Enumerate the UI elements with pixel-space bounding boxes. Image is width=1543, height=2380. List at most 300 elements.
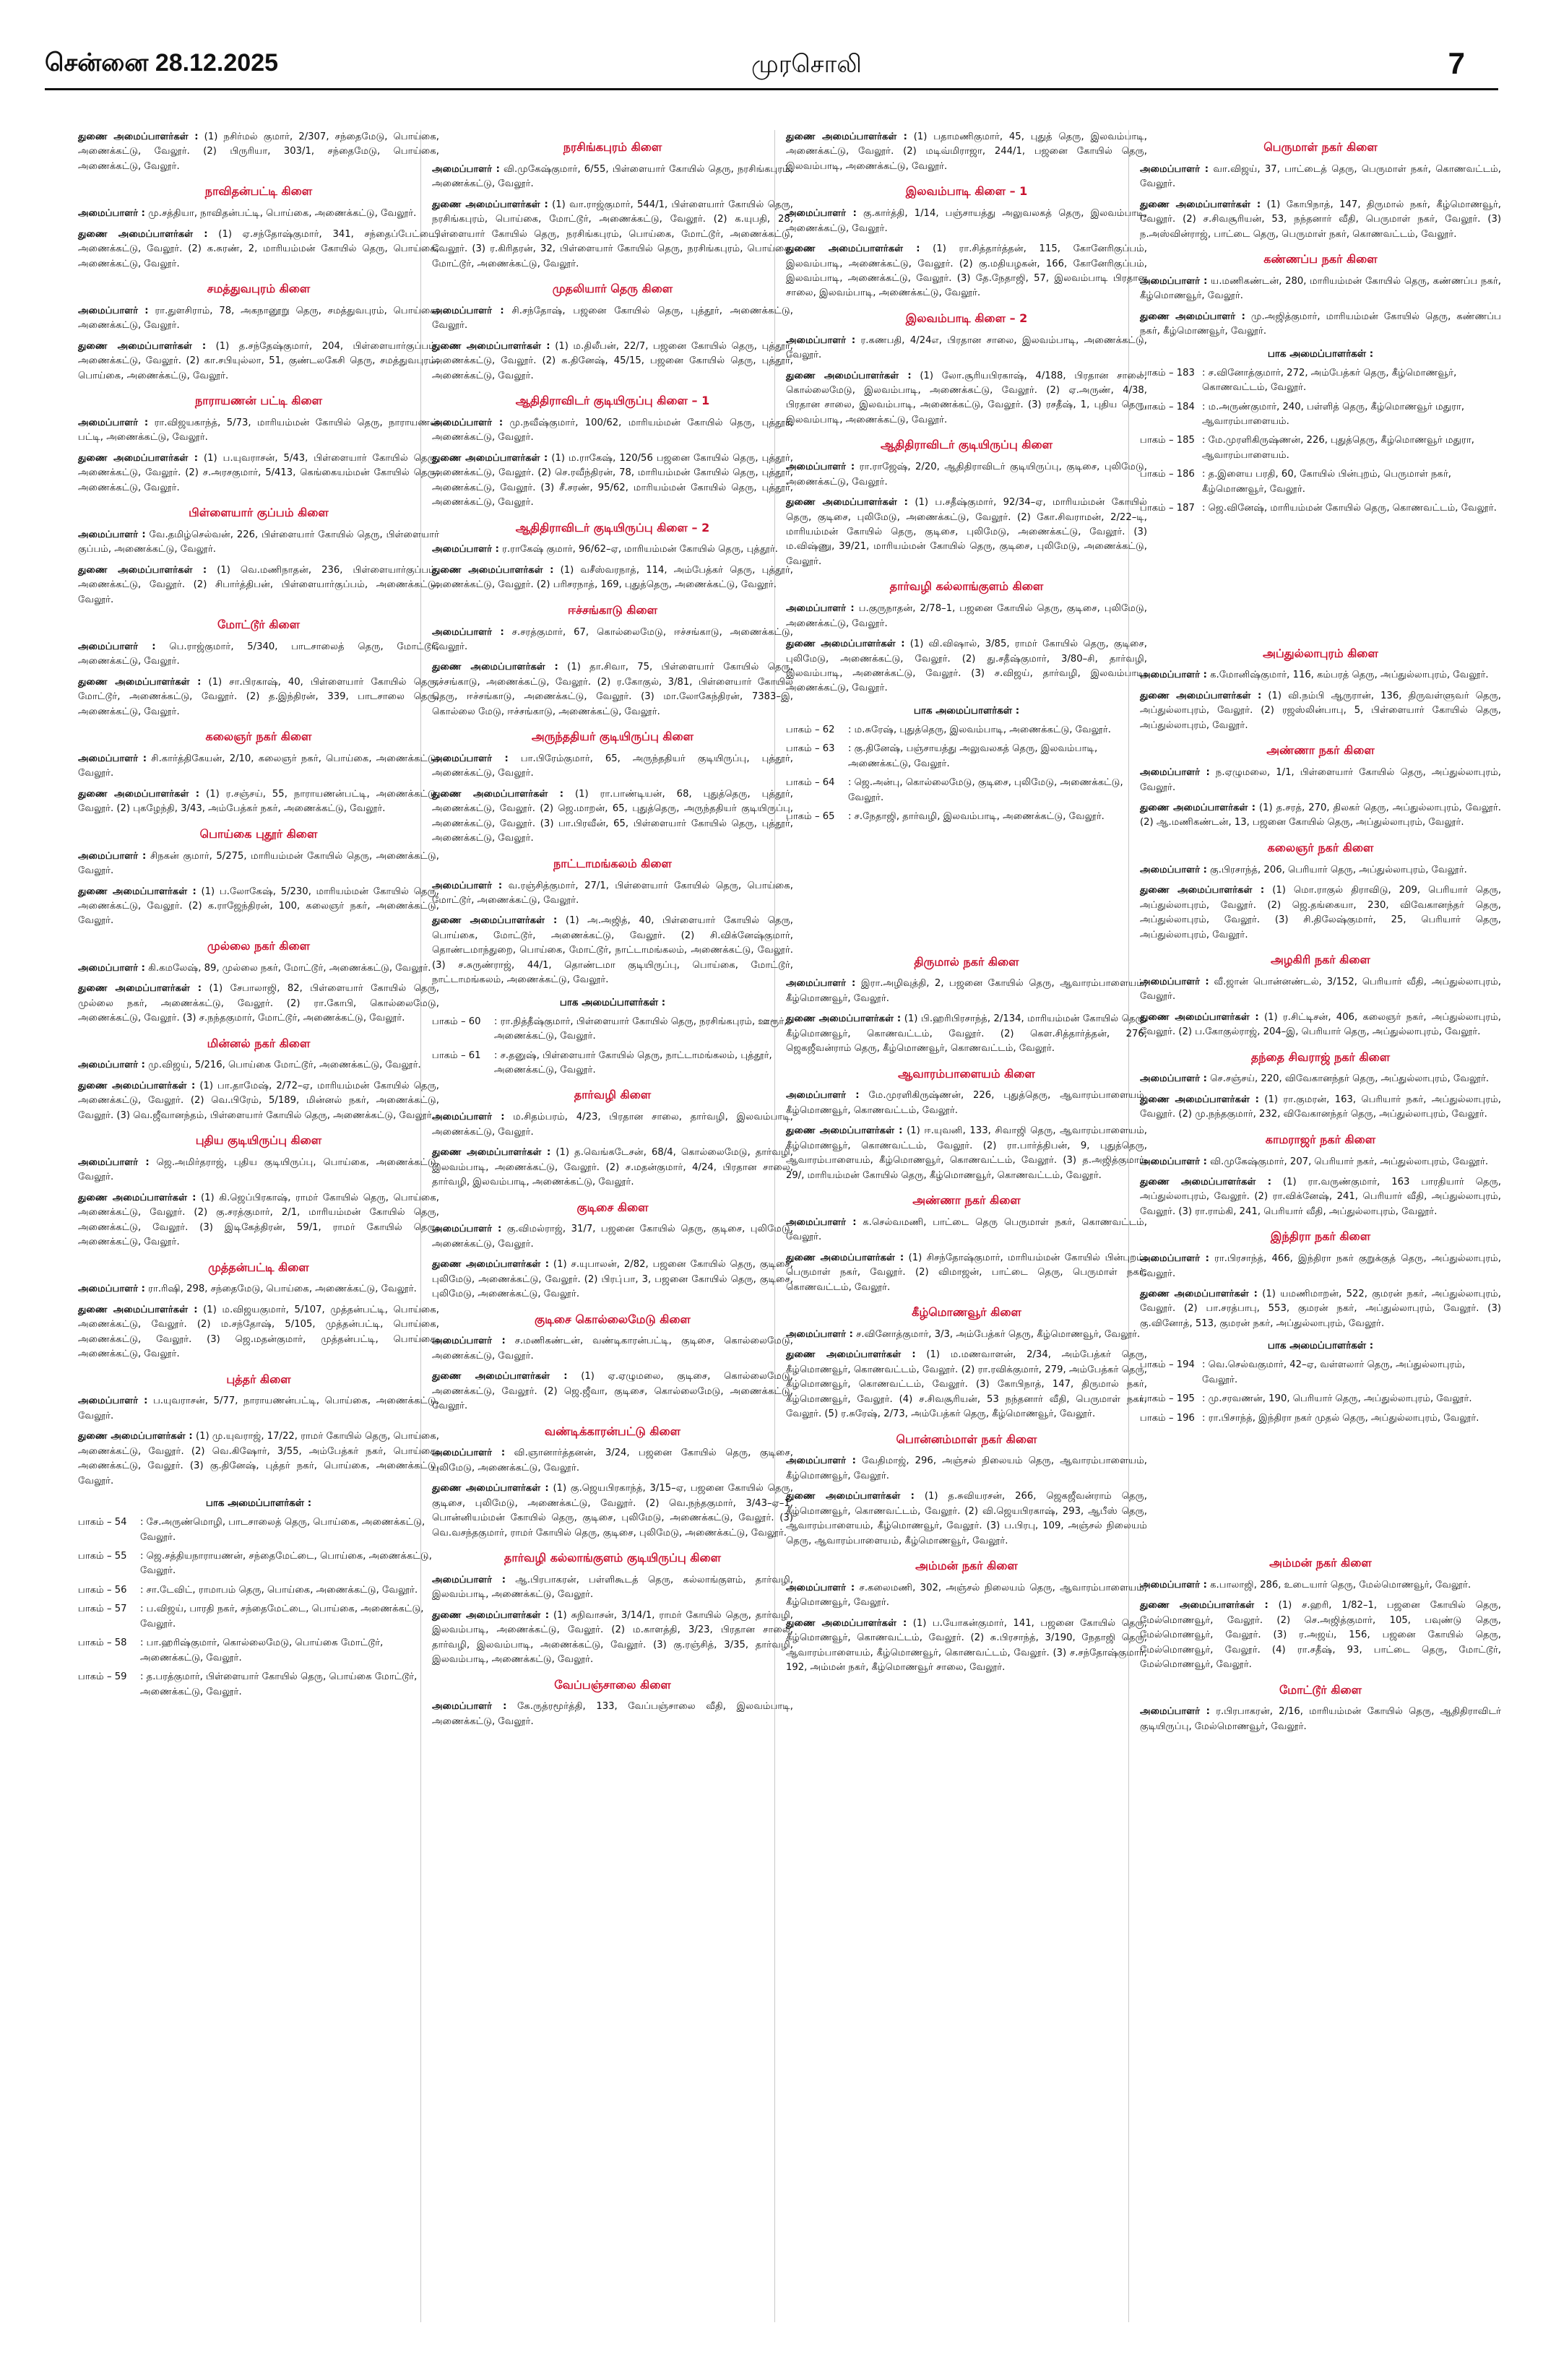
member-entry: [786, 637, 1147, 696]
member-details: (1) கி.ஜெப்பிரகாஷ், ராமர் கோயில் தெரு, பொய்கை, அணைக்கட்டு, வேலூர். (2) கு.சரத்குமார், 2/1, மாரியம்மன் கோயில் தெரு, அணைக்கட்டு, வேலூர். (3) இடிகேத்திரன், 59/1, ராமர் கோயில் தெரு, அணைக்கட்டு, வேலூர்.: [78, 1192, 439, 1248]
column-4: [1140, 130, 1501, 1740]
booth-details: : சே.அருண்மொழி, பாடசாலைத் தெரு, பொய்கை, அணைக்கட்டு, வேலூர்.: [140, 1517, 425, 1543]
member-entry: [1140, 1011, 1501, 1040]
branch-heading: இலவம்பாடி கிளை – 1: [905, 184, 1028, 199]
branch-heading: ஆவாரம்பாளையம் கிளை: [898, 1066, 1035, 1081]
role-label: அமைப்பாளர் :: [432, 753, 509, 765]
member-entry: [1140, 1175, 1501, 1219]
role-label: துணை அமைப்பாளர்கள் :: [1140, 1289, 1258, 1300]
booth-number: பாகம் – 60: [432, 1016, 481, 1027]
role-label: அமைப்பாளர் :: [78, 1060, 145, 1071]
member-entry: [786, 1012, 1147, 1056]
member-details: க.பாலாஜி, 286, உடையார் தெரு, மேல்மொணவூர், வேலூர்.: [1210, 1579, 1471, 1591]
role-label: துணை அமைப்பாளர்கள் :: [432, 1147, 551, 1159]
newspaper-name: முரசொலி: [751, 51, 862, 78]
member-details: மு.சத்தியா, நாவிதன்பட்டி, பொய்கை, அணைக்கட்டு, வேலூர்.: [148, 208, 417, 220]
branch-heading: தார்வழி கல்லாங்குளம் குடியிருப்பு கிளை: [503, 1551, 722, 1565]
member-details: வ.ரஞ்சித்குமார், 27/1, பிள்ளையார் கோயில் தெரு, பொய்கை, மோட்டூர், அணைக்கட்டு, வேலூர்.: [432, 880, 793, 906]
member-entry: [78, 1156, 439, 1185]
member-details: ர.ராகேஷ் குமார், 96/62–ஏ, மாரியம்மன் கோயில் தெரு, புத்தூர்.: [502, 544, 778, 555]
member-details: (1) ரா.குமரன், 163, பெரியார் நகர், அப்துல்லாபுரம், வேலூர். (2) மு.நந்தகுமார், 232, விவேகானந்தர் தெரு, அப்துல்லாபுரம், வேலூர்.: [1140, 1094, 1501, 1120]
member-entry: [432, 1146, 793, 1190]
member-entry: [1140, 274, 1501, 304]
booth-number: பாகம் – 56: [78, 1584, 127, 1596]
booth-entry: [78, 1636, 439, 1666]
booth-number: பாகம் – 57: [78, 1604, 127, 1615]
member-details: (1) ர.சிட்டிசன், 406, கலைஞர் நகர், அப்துல்லாபுரம், வேலூர். (2) ப.கோகுல்ராஜ், 204–இ, பெரியார் தெரு, அப்துல்லாபுரம், வேலூர்.: [1140, 1011, 1501, 1038]
role-label: அமைப்பாளர் :: [432, 417, 503, 428]
role-label: அமைப்பாளர் :: [1140, 1253, 1209, 1265]
member-details: (1) ம.மணவாளன், 2/34, அம்பேத்கர் தெரு, கீழ்மொணவூர், கொணவட்டம், வேலூர். (2) ரா.ரவிக்குமார், 279, அம்பேத்கர் தெரு, கீழ்மொணவூர், கொணவட்டம், வேலூர். (3) கோபிநாத், 147, திருமால் நகர், கீழ்மொணவூர், வேலூர். (4) ச.சிவசூரியன், 53 நந்தனார் வீதி, பெருமாள் நகர், வேலூர். (5) ர.சுரேஷ், 2/73, அம்பேத்கர் தெரு, கீழ்மொணவூர், வேலூர்.: [786, 1349, 1147, 1420]
booth-details: : மு.சரவணன், 190, பெரியார் தெரு, அப்துல்லாபுரம், வேலூர்.: [1202, 1393, 1472, 1405]
member-entry: [1140, 1598, 1501, 1672]
member-entry: [78, 528, 439, 558]
member-entry: [432, 1369, 793, 1414]
member-details: (1) பதாமணிகுமார், 45, புதுத் தெரு, இலவம்பாடி, அணைக்கட்டு, வேலூர். (2) மடிவ்மிராஜா, 244/1, பஜனை கோயில் தெரு, இலவம்பாடி, அணைக்கட்டு, வேலூர்.: [786, 131, 1147, 172]
member-details: ர.கணபதி, 4/24எ, பிரதான சாலை, இலவம்பாடி, அணைக்கட்டு, வேலூர்.: [786, 334, 1147, 361]
role-label: அமைப்பாளர் :: [78, 208, 145, 220]
booth-details: : மே.முரளிகிருஷ்ணன், 226, புதுத்தெரு, கீழ்மொணவூர் மதுரா, ஆவாரம்பாளையம்.: [1202, 435, 1474, 461]
booth-list-heading: பாக அமைப்பாளர்கள் :: [1267, 1340, 1374, 1352]
member-entry: [786, 369, 1147, 428]
role-label: அமைப்பாளர் :: [786, 603, 855, 615]
booth-entry: [1140, 1358, 1501, 1388]
role-label: அமைப்பாளர் :: [432, 1574, 506, 1585]
booth-details: : ரா.பிசாந்த், இந்திரா நகர் முதல் தெரு, அப்துல்லாபுரம், வேலூர்.: [1202, 1412, 1479, 1424]
member-details: (1) ரா.சித்தார்த்தன், 115, கோனேரிகுப்பம், இலவம்பாடி, அணைக்கட்டு, வேலூர். (2) கு.மதியழகன், 166, கோனேரிகுப்பம், இலவம்பாடி, அணைக்கட்டு, வேலூர். (3) தே.நேதாஜி, 57, இலவம்பாடி பிரதான சாலை, இலவம்பாடி, அணைக்கட்டு, வேலூர்.: [786, 243, 1147, 299]
role-label: அமைப்பாளர் :: [1140, 1706, 1210, 1718]
member-entry: [786, 1348, 1147, 1421]
branch-heading: நாராயணன் பட்டி கிளை: [194, 394, 323, 408]
member-entry: [1140, 766, 1501, 795]
role-label: அமைப்பாளர் :: [786, 978, 856, 990]
member-entry: [78, 1191, 439, 1250]
member-details: (1) வி.நம்பி ஆருரான், 136, திருவள்ளுவர் தெரு, அப்துல்லாபுரம், வேலூர். (2) ரஜஸ்லின்பாபு, 5, பிள்ளையார் கோயில் தெரு, அப்துல்லாபுரம், வேலூர்.: [1140, 690, 1501, 731]
role-label: துணை அமைப்பாளர்கள் :: [786, 243, 920, 255]
member-details: (1) ச.யுபாலன், 2/82, பஜனை கோயில் தெரு, குடிசை, புலிமேடு, அணைக்கட்டு, வேலூர். (2) பிரபு்பா, 3, பஜனை கோயில் தெரு, குடிசை, புலிமேடு, அணைக்கட்டு, வேலூர்.: [432, 1259, 793, 1300]
booth-details: : ரா.நித்தீஷ்குமார், பிள்ளையார் கோயில் தெரு, நரசிங்கபுரம், ஊரூர், அணைக்கட்டு, வேலூர்.: [494, 1016, 787, 1042]
booth-number: பாகம் – 64: [786, 777, 835, 789]
booth-entry: [786, 723, 1147, 737]
member-details: வி.முகேஷ்குமார், 207, பெரியார் நகர், அப்துல்லாபுரம், வேலூர்.: [1210, 1156, 1489, 1167]
column-gap: [786, 829, 1147, 945]
member-entry: [1140, 1155, 1501, 1169]
branch-heading: காமராஜர் நகர் கிளை: [1265, 1132, 1376, 1146]
role-label: அமைப்பாளர் :: [432, 1448, 506, 1459]
member-entry: [1140, 1705, 1501, 1734]
member-entry: [432, 1573, 793, 1603]
member-entry: [432, 198, 793, 272]
member-entry: [786, 1328, 1147, 1342]
member-details: வி.முகேஷ்குமார், 6/55, பிள்ளையார் கோயில் தெரு, நரசிங்கபுரம், அணைக்கட்டு, வேலூர்.: [432, 163, 793, 190]
member-details: இரா.அழிவுத்தி, 2, பஜனை கோயில் தெரு, ஆவாரம்பாளையம், கீழ்மொணவூர், வேலூர்.: [786, 978, 1147, 1004]
member-details: (1) ம.ராகேஷ், 120/56 பஜனை கோயில் தெரு, புத்தூர், அணைக்கட்டு, வேலூர். (2) செ.ரவீந்திரன், 78, மாரியம்மன் கோயில் தெரு, புத்தூர், அணைக்கட்டு, வேலூர். (3) சீ.சரண், 95/62, மாரியம்மன் கோயில் தெரு, புத்தூர், அணைக்கட்டு, வேலூர்.: [432, 452, 793, 509]
member-details: ம.சிதம்பரம், 4/23, பிரதான சாலை, தார்வழி, இலவம்பாடி, அணைக்கட்டு, வேலூர்.: [432, 1112, 794, 1138]
role-label: அமைப்பாளர் :: [786, 1216, 857, 1228]
role-label: துணை அமைப்பாளர்கள் :: [432, 1259, 549, 1271]
role-label: அமைப்பாளர் :: [1140, 1073, 1207, 1085]
booth-entry: [78, 1549, 439, 1579]
member-details: க.மோனிஷ்குமார், 116, கம்பரத் தெரு, அப்துல்லாபுரம், வேலூர்.: [1210, 670, 1489, 681]
member-entry: [786, 130, 1147, 174]
member-details: வி.ஞானார்த்தனன், 3/24, பஜனை கோயில் தெரு, குடிசை, புலிமேடு, அணைக்கட்டு, வேலூர்.: [432, 1448, 793, 1474]
member-entry: [1140, 883, 1501, 943]
member-details: (1) கு.ஜெயபிரகாந்த், 3/15–ஏ, பஜனை கோயில் தெரு, குடிசை, புலிமேடு, அணைக்கட்டு, வேலூர். (2) வெ.நந்தகுமார், 3/43–ஏ–1, பொன்னியம்மன் கோயில் தெரு, குடிசை, புலிமேடு, அணைக்கட்டு, வேலூர். (3) வெ.வசந்தகுமார், ராமர் கோயில் தெரு, குடிசை, புலிமேடு, அணைக்கட்டு, வேலூர்.: [432, 1483, 793, 1539]
booth-details: : த.இளைய பரதி, 60, கோயில் பின்புறம், பெருமாள் நகர், கீழ்மொணவூர், வேலூர்.: [1202, 469, 1451, 495]
branch-heading: ஆதிதிராவிடர் குடியிருப்பு கிளை: [880, 438, 1053, 452]
booth-number: பாகம் – 196: [1140, 1412, 1195, 1424]
member-details: (1) அ.அஜித், 40, பிள்ளையார் கோயில் தெரு, பொய்கை, மோட்டூர், அணைக்கட்டு, வேலூர். (2) சி.விக்னேஷ்குமார், தொண்டமாந்துறை, பொய்கை, மோட்டூர், நாட்டாமங்கலம், அணைக்கட்டு, வேலூர். (3) ச.சுருண்ராஜ், 44/1, தொண்டமா குடியிருப்பு, பொய்கை, மோட்டூர், நாட்டாமங்கலம், அணைக்கட்டு, வேலூர்.: [432, 915, 794, 986]
booth-entry: [432, 1049, 793, 1078]
member-details: (1) தா.சிவா, 75, பிள்ளையார் கோயில் தெரு, ஈச்சங்காடு, அணைக்கட்டு, வேலூர். (2) ர.கோகுல், 3/81, பிள்ளையார் கோயில் தெரு, ஈச்சங்காடு, அணைக்கட்டு, வேலூர். (3) மா.லோகேந்திரன், 7383–இ, கொல்லை மேடு, ஈச்சங்காடு, அணைக்கட்டு, வேலூர்.: [432, 662, 794, 717]
role-label: துணை அமைப்பாளர்கள் :: [78, 228, 208, 240]
member-details: ரா.ரிஷி, 298, சந்தைமேடு, பொய்கை, அணைக்கட்டு, வேலூர்.: [148, 1284, 417, 1295]
member-details: சி.சந்தோஷ், பஜனை கோயில் தெரு, புத்தூர், அணைக்கட்டு, வேலூர்.: [432, 305, 793, 332]
role-label: துணை அமைப்பாளர்கள் :: [432, 564, 554, 576]
role-label: துணை அமைப்பாளர்கள் :: [432, 340, 550, 352]
member-details: (1) த.வெங்கடேசன், 68/4, கொல்லைமேடு, தார்வழி, இலவம்பாடி, அணைக்கட்டு, வேலூர். (2) ச.மதன்குமார், 4/24, பிரதான சாலை, தார்வழி, இலவம்பாடி, அணைக்கட்டு, வேலூர்.: [432, 1147, 793, 1188]
member-entry: [1140, 975, 1501, 1005]
branch-heading: ஈச்சங்காடு கிளை: [567, 602, 658, 617]
branch-heading: மோட்டூர் கிளை: [217, 618, 301, 632]
branch-heading: முத்தன்பட்டி கிளை: [208, 1260, 309, 1274]
member-details: (1) லோ.சூரியபிரகாஷ், 4/188, பிரதான சாலை, கொல்லைமேடு, இலவம்பாடி, அணைக்கட்டு, வேலூர். (2) ஏ.அருண், 4/38, பிரதான சாலை, இலவம்பாடி, அணைக்கட்டு, வேலூர். (3) ரசதீஷ், 1, புதிய தெரு, இலவம்பாடி, அணைக்கட்டு, வேலூர்.: [786, 370, 1147, 425]
booth-entry: [78, 1602, 439, 1632]
member-entry: [432, 1222, 793, 1252]
member-entry: [786, 602, 1147, 631]
role-label: துணை அமைப்பாளர்கள் :: [786, 1013, 902, 1025]
booth-number: பாகம் – 194: [1140, 1359, 1195, 1371]
column-3: [786, 130, 1147, 1682]
member-entry: [432, 542, 793, 557]
booth-entry: [1140, 366, 1501, 396]
branch-heading: நாவிதன்பட்டி கிளை: [204, 184, 313, 199]
member-details: (1) த.சுவியரசன், 266, ஜெகஜீவன்ராம் தெரு, கீழ்மொணவூர், கொணவட்டம், வேலூர். (2) வி.ஜெயபிரகாஷ், 293, ஆபீஸ் தெரு, ஆவாரம்பாளையம், கீழ்மொணவூர், வேலூர். (3) ப.பிரபு, 109, அஞ்சல் நிலையம் தெரு, ஆவாரம்பாளையம், கீழ்மொணவூர், வேலூர்.: [786, 1491, 1147, 1546]
branch-heading: இலவம்பாடி கிளை – 2: [905, 311, 1028, 325]
role-label: அமைப்பாளர் :: [78, 850, 147, 862]
booth-list-heading: பாக அமைப்பாளர்கள் :: [913, 704, 1020, 717]
booth-entry: [432, 1015, 793, 1044]
booth-details: : ம.சுரேஷ், புதுத்தெரு, இலவம்பாடி, அணைக்கட்டு, வேலூர்.: [848, 724, 1111, 735]
member-entry: [78, 640, 439, 670]
booth-details: : கு.தினேஷ், பஞ்சாயத்து அலுவலகத் தெரு, இலவம்பாடி, அணைக்கட்டு, வேலூர்.: [848, 743, 1098, 769]
member-entry: [78, 563, 439, 607]
member-entry: [1140, 1072, 1501, 1086]
member-details: ரா.பிரசாந்த், 466, இந்திரா நகர் குறுக்குத் தெரு, அப்துல்லாபுரம், வேலூர்.: [1140, 1253, 1501, 1279]
member-details: ப.குருநாதன், 2/78–1, பஜனை கோயில் தெரு, குடிசை, புலிமேடு, அணைக்கட்டு, வேலூர்.: [786, 603, 1147, 629]
branch-heading: தந்தை சிவராஜ் நகர் கிளை: [1250, 1050, 1391, 1064]
branch-heading: இந்திரா நகர் கிளை: [1270, 1229, 1371, 1244]
member-details: கி.கமலேஷ், 89, முல்லை நகர், மோட்டூர், அணைக்கட்டு, வேலூர்.: [148, 962, 431, 974]
branch-heading: கலைஞர் நகர் கிளை: [1267, 840, 1374, 854]
column-1: [78, 130, 439, 1704]
role-label: துணை அமைப்பாளர்கள் :: [78, 788, 200, 800]
member-entry: [786, 334, 1147, 363]
role-label: துணை அமைப்பாளர்கள் :: [432, 915, 558, 927]
member-details: (1) ச.ஹரி, 1/82–1, பஜனை கோயில் தெரு, மேல்மொணவூர், வேலூர். (2) செ.அஜித்குமார், 105, பவுண்டு தெரு, மேல்மொணவூர், வேலூர். (3) ர.அஜய், 156, பஜனை கோயில் தெரு, மேல்மொணவூர், வேலூர். (4) ரா.சதீஷ், 93, பாட்டை தெரு, மோட்டூர், மேல்மொணவூர், வேலூர்.: [1140, 1600, 1501, 1671]
role-label: அமைப்பாளர் :: [1140, 275, 1208, 287]
booth-number: பாகம் – 186: [1140, 469, 1195, 480]
member-details: கு.விமல்ராஜ், 31/7, பஜனை கோயில் தெரு, குடிசை, புலிமேடு, அணைக்கட்டு, வேலூர்.: [432, 1224, 793, 1250]
booth-details: : ப.விஜய், பாரதி நகர், சந்தைமேட்டை, பொய்கை, அணைக்கட்டு, வேலூர்.: [140, 1604, 424, 1630]
masthead-rule: [45, 88, 1498, 90]
booth-list-heading: பாக அமைப்பாளர்கள் :: [1267, 347, 1374, 360]
member-entry: [432, 1609, 793, 1668]
branch-heading: கீழ்மொணவூர் கிளை: [912, 1305, 1021, 1320]
member-details: ரா.விஜயகாந்த், 5/73, மாரியம்மன் கோயில் தெரு, நாராயணன் பட்டி, அணைக்கட்டு, வேலூர்.: [78, 417, 439, 443]
branch-heading: பொய்கை புதூர் கிளை: [199, 826, 318, 841]
booth-number: பாகம் – 62: [786, 724, 835, 735]
member-entry: [1140, 163, 1501, 192]
member-entry: [786, 1581, 1147, 1611]
page-number: 7: [1448, 46, 1465, 80]
member-details: மே.முரளிகிருஷ்ணன், 226, புதுத்தெரு, ஆவாரம்பாளையம், கீழ்மொணவூர், கொணவட்டம், வேலூர்.: [786, 1090, 1147, 1116]
member-details: (1) பா.தாமேஷ், 2/72–ஏ, மாரியம்மன் கோயில் தெரு, அணைக்கட்டு, வேலூர். (2) வெ.பிரேம், 5/189, மின்னல் நகர், அணைக்கட்டு, வேலூர். (3) வெ.ஜீவானந்தம், பிள்ளையார் கோயில் தெரு, அணைக்கட்டு, வேலூர்.: [78, 1080, 439, 1121]
member-entry: [1140, 801, 1501, 831]
member-entry: [78, 885, 439, 929]
branch-heading: முதலியார் தெரு கிளை: [552, 281, 673, 295]
booth-details: : ஜெ.வினேஷ், மாரியம்மன் கோயில் தெரு, கொணவட்டம், வேலூர்.: [1202, 503, 1497, 514]
booth-details: : ச.தனுஷ், பிள்ளையார் கோயில் தெரு, நாட்டாமங்கலம், புத்தூர், அணைக்கட்டு, வேலூர்.: [494, 1050, 772, 1076]
member-entry: [78, 982, 439, 1026]
member-details: சி.கார்த்திகேயன், 2/10, கலைஞர் நகர், பொய்கை, அணைக்கட்டு, வேலூர்.: [78, 753, 439, 779]
member-details: ரா.ராஜேஷ், 2/20, ஆதிதிராவிடர் குடியிருப்பு, குடிசை, புலிமேடு, அணைக்கட்டு, வேலூர்.: [786, 462, 1147, 488]
branch-heading: அண்ணா நகர் கிளை: [912, 1193, 1021, 1208]
booth-entry: [1140, 1392, 1501, 1406]
booth-entry: [1140, 433, 1501, 463]
member-entry: [1140, 863, 1501, 878]
role-label: அமைப்பாளர் :: [432, 1701, 507, 1713]
booth-details: : ம.அருண்குமார், 240, பள்ளித் தெரு, கீழ்மொணவூர் மதுரா, ஆவாரம்பாளையம்.: [1202, 401, 1465, 427]
member-entry: [432, 1110, 793, 1140]
member-details: (1) ப.சதீஷ்குமார், 92/34–ஏ, மாரியம்மன் கோயில் தெரு, குடிசை, புலிமேடு, அணைக்கட்டு, வேலூர். (2) கோ.சிவராமன், 2/22–டி, மாரியம்மன் கோயில் தெரு, குடிசை, புலிமேடு, அணைக்கட்டு, வேலூர். (3) ம.விஷ்ணு, 39/21, மாரியம்மன் கோயில் தெரு, குடிசை, புலிமேடு, அணைக்கட்டு, வேலூர்.: [786, 497, 1147, 567]
role-label: துணை அமைப்பாளர்கள் :: [432, 662, 558, 673]
member-details: பெ.ராஜ்குமார், 5/340, பாடசாலைத் தெரு, மோட்டூர், அணைக்கட்டு, வேலூர்.: [78, 641, 439, 667]
role-label: அமைப்பாளர் :: [1140, 767, 1210, 779]
member-entry: [432, 914, 793, 987]
booth-number: பாகம் – 63: [786, 743, 835, 755]
member-entry: [786, 1089, 1147, 1118]
booth-list-heading: பாக அமைப்பாளர்கள் :: [205, 1497, 312, 1510]
booth-entry: [786, 742, 1147, 771]
role-label: துணை அமைப்பாளர்கள் :: [432, 788, 564, 800]
branch-heading: பெருமாள் நகர் கிளை: [1263, 140, 1378, 154]
role-label: அமைப்பாளர் :: [432, 305, 504, 316]
member-entry: [786, 1617, 1147, 1676]
role-label: துணை அமைப்பாளர்கள் :: [786, 1617, 907, 1629]
member-entry: [78, 1429, 439, 1489]
member-details: சிநகன் குமார், 5/275, மாரியம்மன் கோயில் தெரு, அணைக்கட்டு, வேலூர்.: [78, 850, 439, 877]
role-label: அமைப்பாளர் :: [786, 1582, 855, 1593]
member-details: (1) நசிர்மல் குமார், 2/307, சந்தைமேடு, பொய்கை, அணைக்கட்டு, வேலூர். (2) பிருரியா, 303/1, சந்தைமேடு, பொய்கை, அணைக்கட்டு, வேலூர்.: [78, 131, 439, 172]
member-details: (1) ஈ.யுவனி, 133, சிவாஜி தெரு, ஆவாரம்பாளையம், கீழ்மொணவூர், கொணவட்டம், வேலூர். (2) ரா.பார்த்திபன், 9, புதுத்தெரு, ஆவாரம்பாளையம், கீழ்மொணவூர், கொணவட்டம், வேலூர். (3) த.அஜித்குமார், 29/, மாரியம்மன் கோயில் தெரு, கீழ்மொணவூர், கொணவட்டம், வேலூர்.: [786, 1125, 1147, 1181]
member-details: (1) த.சரத், 270, திலகர் தெரு, அப்துல்லாபுரம், வேலூர். (2) ஆ.மணிகண்டன், 13, பஜனை கோயில் தெரு, அப்துல்லாபுரம், வேலூர்.: [1140, 802, 1501, 828]
member-entry: [432, 660, 793, 719]
role-label: அமைப்பாளர் :: [432, 1336, 506, 1347]
role-label: துணை அமைப்பாளர்கள் :: [1140, 690, 1262, 701]
booth-entry: [786, 776, 1147, 805]
branch-heading: அம்மன் நகர் கிளை: [915, 1559, 1018, 1573]
member-details: (1) ர.சஞ்சய், 55, நாராயணன்பட்டி, அணைக்கட்டு, வேலூர். (2) புகழேந்தி, 3/43, அம்பேத்கர் நகர், அணைக்கட்டு, வேலூர்.: [78, 788, 439, 815]
member-entry: [432, 787, 793, 847]
role-label: அமைப்பாளர் :: [786, 462, 855, 473]
member-entry: [78, 849, 439, 879]
role-label: அமைப்பாளர் :: [432, 1112, 505, 1123]
role-label: அமைப்பாளர் :: [786, 1455, 856, 1467]
booth-details: : பா.ஹரிஷ்குமார், கொல்லைமேடு, பொய்கை மோட்டூர், அணைக்கட்டு, வேலூர்.: [140, 1637, 384, 1663]
member-entry: [786, 460, 1147, 490]
role-label: அமைப்பாளர் :: [78, 641, 156, 652]
role-label: அமைப்பாளர் :: [1140, 864, 1207, 875]
role-label: அமைப்பாளர் :: [1140, 670, 1207, 681]
member-details: கு.கார்த்தி, 1/14, பஞ்சாயத்து அலுவலகத் தெரு, இலவம்பாடி, அணைக்கட்டு, வேலூர்.: [786, 208, 1147, 234]
member-entry: [1140, 689, 1501, 733]
booth-number: பாகம் – 187: [1140, 503, 1195, 514]
role-label: துணை அமைப்பாளர்கள் :: [1140, 802, 1256, 813]
member-details: (1) சுநிவாசன், 3/14/1, ராமர் கோயில் தெரு, தார்வழி, இலவம்பாடி, அணைக்கட்டு, வேலூர். (2) ம.காளத்தி, 3/23, பிரதான சாலை, தார்வழி, இலவம்பாடி, அணைக்கட்டு, வேலூர். (3) கு.ரஞ்சித், 3/35, தார்வழி, இலவம்பாடி, அணைக்கட்டு, வேலூர்.: [432, 1609, 793, 1666]
member-entry: [432, 163, 793, 192]
member-entry: [1140, 1093, 1501, 1122]
member-entry: [78, 1394, 439, 1424]
booth-entry: [1140, 501, 1501, 516]
member-entry: [1140, 668, 1501, 683]
member-details: (1) பி.ஹரிபிரசாந்த், 2/134, மாரியம்மன் கோயில் தெரு, கீழ்மொணவூர், கொணவட்டம், வேலூர். (2) கௌ.சித்தார்த்தன், 276, ஜெகஜீவன்ராம் தெரு, கீழ்மொணவூர், கொணவட்டம், வேலூர்.: [786, 1013, 1147, 1055]
branch-heading: ஆதிதிராவிடர் குடியிருப்பு கிளை – 2: [515, 520, 710, 535]
role-label: துணை அமைப்பாளர்கள் :: [78, 340, 207, 352]
role-label: துணை அமைப்பாளர்கள் :: [432, 1371, 568, 1382]
booth-number: பாகம் – 184: [1140, 401, 1195, 412]
member-details: கே.ருத்ரமூர்த்தி, 133, வேப்பஞ்சாலை வீதி, இலவம்பாடி, அணைக்கட்டு, வேலூர்.: [432, 1701, 793, 1727]
member-details: (1) வி.விஷால், 3/85, ராமர் கோயில் தெரு, குடிசை, புலிமேடு, அணைக்கட்டு, வேலூர். (2) து.சதீஷ்குமார், 3/80–சி, தார்வழி, இலவம்பாடி, அணைக்கட்டு, வேலூர். (3) ச.விஜய், தார்வழி, இலவம்பாடி, அணைக்கட்டு, வேலூர்.: [786, 639, 1147, 694]
member-entry: [432, 416, 793, 446]
member-details: (1) த.சந்தேஷ்குமார், 204, பிள்ளையார்குப்பம், அணைக்கட்டு, வேலூர். (2) கா.சபியுல்லா, 51, குண்டலகேசி தெரு, சமத்துவபுரம், பொய்கை, அணைக்கட்டு, வேலூர்.: [78, 340, 439, 381]
branch-heading: தார்வழி கிளை: [574, 1088, 652, 1102]
member-entry: [786, 1251, 1147, 1295]
member-details: வே.தமிழ்செல்வன், 226, பிள்ளையார் கோயில் தெரு, பிள்ளையார் குப்பம், அணைக்கட்டு, வேலூர்.: [78, 529, 439, 555]
booth-entry: [786, 810, 1147, 824]
member-entry: [1140, 1287, 1501, 1331]
member-entry: [1140, 198, 1501, 242]
member-entry: [78, 207, 439, 221]
member-details: (1) சேபாலாஜி, 82, பிள்ளையார் கோயில் தெரு, முல்லை நகர், அணைக்கட்டு, வேலூர். (2) ரா.கோபி, கொல்லைமேடு, அணைக்கட்டு, வேலூர். (3) ச.நந்தகுமார், மோட்டூர், அணைக்கட்டு, வேலூர்.: [78, 983, 439, 1024]
branch-heading: வண்டிக்காரன்பட்டு கிளை: [544, 1424, 681, 1438]
member-entry: [78, 961, 439, 976]
member-entry: [786, 1454, 1147, 1484]
role-label: அமைப்பாளர் :: [78, 305, 149, 316]
member-details: (1) ப.யோகன்குமார், 141, பஜனை கோயில் தெரு, கீழ்மொணவூர், கொணவட்டம், வேலூர். (2) சு.பிரசாந்த், 3/190, நேதாஜி தெரு, ஆவாரம்பாளையம், கீழ்மொணவூர், கொணவட்டம், வேலூர். (3) ச.சந்தோஷ்குமார், 192, அம்மன் நகர், கீழ்மொணவூர் சாலை, வேலூர்.: [786, 1617, 1147, 1674]
member-entry: [432, 752, 793, 782]
role-label: அமைப்பாளர் :: [78, 1395, 148, 1407]
member-details: ப.யுவராசன், 5/77, நாராயணன்பட்டி, பொய்கை, அணைக்கட்டு, வேலூர்.: [78, 1395, 439, 1421]
branch-heading: பிள்ளையார் குப்பம் கிளை: [189, 506, 329, 520]
branch-heading: முல்லை நகர் கிளை: [207, 938, 311, 953]
member-details: மு.விஜய், 5/216, பொய்கை மோட்டூர், அணைக்கட்டு, வேலூர்.: [148, 1060, 421, 1071]
member-details: (1) மொ.ராகுல் திராவிடு, 209, பெரியார் தெரு, அப்துல்லாபுரம், வேலூர். (2) ஜெ.தங்கையா, 230, விவேகானந்தர் தெரு, அப்துல்லாபுரம், வேலூர். (3) சி.திலேஷ்குமார், 25, பெரியார் தெரு, அப்துல்லாபுரம், வேலூர்.: [1140, 885, 1502, 940]
member-entry: [432, 1334, 793, 1364]
branch-heading: கலைஞர் நகர் கிளை: [205, 730, 312, 744]
member-details: மு.நவீஷ்குமார், 100/62, மாரியம்மன் கோயில் தெரு, புத்தூர், அணைக்கட்டு, வேலூர்.: [432, 417, 794, 443]
role-label: துணை அமைப்பாளர்கள் :: [1140, 1600, 1268, 1611]
role-label: அமைப்பாளர் :: [432, 163, 500, 175]
member-entry: [786, 242, 1147, 301]
member-entry: [786, 207, 1147, 236]
role-label: துணை அமைப்பாளர்கள் :: [78, 1080, 196, 1091]
member-details: ந.ஏழுமலை, 1/1, பிள்ளையார் கோயில் தெரு, அப்துல்லாபுரம், வேலூர்.: [1140, 767, 1501, 793]
member-details: (1) ஏ.சந்தோஷ்குமார், 341, சந்தைப்பேட்டை, அணைக்கட்டு, வேலூர். (2) க.சுரண், 2, மாரியம்மன் கோயில் தெரு, பொய்கை, அணைக்கட்டு, வேலூர்.: [78, 228, 439, 269]
role-label: துணை அமைப்பாளர்கள் :: [78, 564, 207, 576]
member-details: வீ.ஜான் பொன்னண்டல், 3/152, பெரியார் வீதி, அப்துல்லாபுரம், வேலூர்.: [1140, 976, 1501, 1003]
booth-number: பாகம் – 185: [1140, 435, 1195, 446]
branch-heading: நாட்டாமங்கலம் கிளை: [553, 856, 672, 870]
member-details: ச.சரத்குமார், 67, கொல்லைமேடு, ஈச்சங்காடு, அணைக்கட்டு, வேலூர்.: [432, 626, 793, 652]
role-label: துணை அமைப்பாளர்கள் :: [1140, 1094, 1259, 1105]
booth-entry: [1140, 1411, 1501, 1426]
member-entry: [78, 787, 439, 817]
member-entry: [78, 1303, 439, 1362]
member-entry: [78, 416, 439, 446]
branch-heading: நரசிங்கபுரம் கிளை: [563, 140, 662, 154]
branch-heading: வேப்பஞ்சாலை கிளை: [554, 1677, 671, 1692]
branch-heading: அம்மன் நகர் கிளை: [1269, 1556, 1372, 1570]
branch-heading: அருந்ததியர் குடியிருப்பு கிளை: [531, 730, 694, 744]
role-label: அமைப்பாளர் :: [78, 529, 146, 540]
member-details: ர.பிரபாகரன், 2/16, மாரியம்மன் கோயில் தெரு, ஆதிதிராவிடர் குடியிருப்பு, மேல்மொணவூர், வேலூர்.: [1140, 1706, 1502, 1732]
member-details: ய.மணிகண்டன், 280, மாரியம்மன் கோயில் தெரு, கண்ணப்ப நகர், கீழ்மொணவூர், வேலூர்.: [1140, 275, 1501, 302]
member-details: ஜெ.அமிர்தராஜ், புதிய குடியிருப்பு, பொய்கை, அணைக்கட்டு, வேலூர்.: [78, 1156, 439, 1183]
member-details: (1) மு.யுவராஜ், 17/22, ராமர் கோயில் தெரு, பொய்கை, அணைக்கட்டு, வேலூர். (2) வெ.கிஷோர், 3/55, அம்பேத்கர் நகர், பொய்கை, அணைக்கட்டு, வேலூர். (3) கு.தினேஷ், புத்தர் நகர், பொய்கை, அணைக்கட்டு, வேலூர்.: [78, 1431, 439, 1487]
booth-entry: [78, 1515, 439, 1545]
booth-number: பாகம் – 54: [78, 1517, 127, 1528]
role-label: அமைப்பாளர் :: [78, 753, 147, 765]
member-entry: [786, 1124, 1147, 1183]
booth-number: பாகம் – 183: [1140, 367, 1195, 378]
role-label: அமைப்பாளர் :: [78, 1284, 145, 1295]
booth-details: : ஜெ.அன்பு, கொல்லைமேடு, குடிசை, புலிமேடு, அணைக்கட்டு, வேலூர்.: [848, 777, 1123, 803]
role-label: துணை அமைப்பாளர்கள் :: [78, 983, 202, 995]
member-entry: [432, 1481, 793, 1541]
member-details: ச.வினோத்குமார், 3/3, அம்பேத்கர் தெரு, கீழ்மொணவூர், வேலூர்.: [856, 1328, 1141, 1340]
member-entry: [432, 1446, 793, 1476]
role-label: அமைப்பாளர் :: [1140, 1156, 1207, 1167]
role-label: துணை அமைப்பாளர்கள் :: [432, 1609, 550, 1621]
role-label: அமைப்பாளர் :: [78, 1156, 150, 1168]
member-details: மு.அஜித்குமார், மாரியம்மன் கோயில் தெரு, கண்ணப்ப நகர், கீழ்மொணவூர், வேலூர்.: [1140, 311, 1501, 337]
booth-details: : ச.வினோத்குமார், 272, அம்பேத்கர் தெரு, கீழ்மொணவூர், கொணவட்டம், வேலூர்.: [1202, 367, 1457, 394]
branch-heading: குடிசை கிளை: [576, 1200, 649, 1214]
role-label: அமைப்பாளர் :: [1140, 976, 1209, 987]
role-label: துணை அமைப்பாளர்கள் :: [1140, 1011, 1259, 1023]
role-label: துணை அமைப்பாளர்கள் :: [1140, 199, 1261, 210]
booth-number: பாகம் – 58: [78, 1637, 127, 1649]
member-entry: [432, 626, 793, 655]
role-label: அமைப்பாளர் :: [432, 1224, 502, 1235]
role-label: துணை அமைப்பாளர்கள் :: [78, 1431, 193, 1442]
member-details: (1) ம.விஜயகுமார், 5/107, முத்தன்பட்டி, பொய்கை, அணைக்கட்டு, வேலூர். (2) ம.சந்தோஷ், 5/105, முத்தன்பட்டி, பொய்கை, அணைக்கட்டு, வேலூர். (3) ஜெ.மதன்குமார், முத்தன்பட்டி, பொய்கை, அணைக்கட்டு, வேலூர்.: [78, 1304, 439, 1360]
branch-heading: சமத்துவபுரம் கிளை: [207, 281, 311, 295]
branch-heading: அப்துல்லாபுரம் கிளை: [1263, 646, 1378, 660]
member-details: (1) ப.யுவராசன், 5/43, பிள்ளையார் கோயில் தெரு, அணைக்கட்டு, வேலூர். (2) ச.அரசகுமார், 5/413, கெங்கையம்மன் கோயில் தெரு, அணைக்கட்டு, வேலூர்.: [78, 452, 439, 493]
member-details: செ.சஞ்சய், 220, விவேகானந்தர் தெரு, அப்துல்லாபுரம், வேலூர்.: [1210, 1073, 1490, 1085]
branch-heading: அண்ணா நகர் கிளை: [1266, 743, 1375, 758]
column-gap: [1140, 1430, 1501, 1546]
role-label: துணை அமைப்பாளர்கள் :: [786, 497, 908, 509]
member-details: ச.கலைமணி, 302, அஞ்சல் நிலையம் தெரு, ஆவாரம்பாளையம், கீழ்மொணவூர், வேலூர்.: [786, 1582, 1147, 1609]
booth-number: பாகம் – 65: [786, 811, 835, 823]
member-entry: [432, 1258, 793, 1302]
role-label: துணை அமைப்பாளர்கள் :: [78, 1192, 196, 1203]
member-details: பா.பிரேம்குமார், 65, அருந்ததியர் குடியிருப்பு, புத்தூர், அணைக்கட்டு, வேலூர்.: [432, 753, 793, 779]
role-label: அமைப்பாளர் :: [78, 962, 145, 974]
